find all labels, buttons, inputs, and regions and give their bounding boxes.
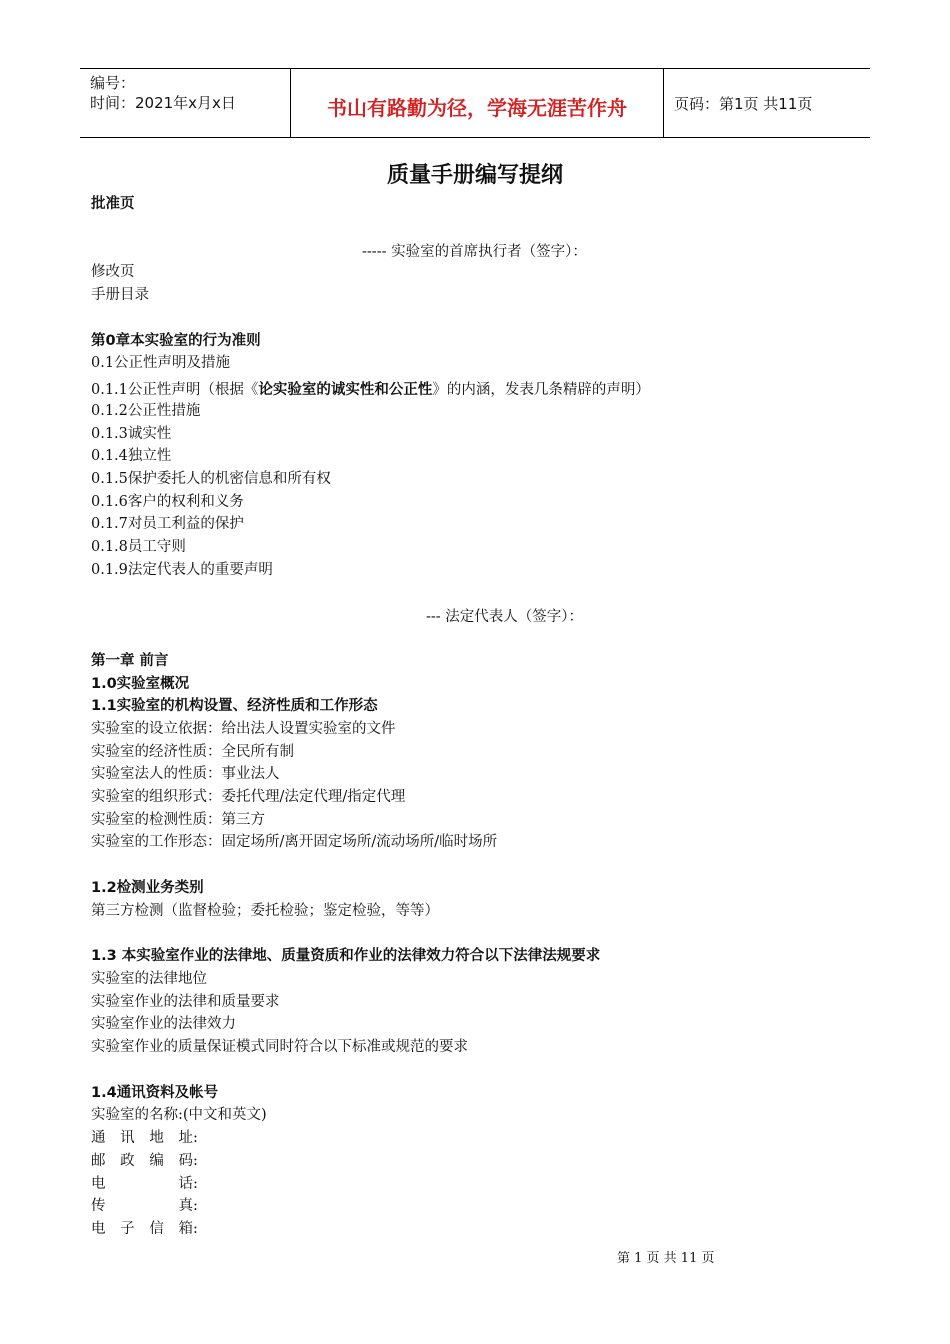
list-item: 0.1.6客户的权利和义务 <box>91 494 244 510</box>
section-1-0: 1.0实验室概况 <box>91 676 190 692</box>
section-1-2: 1.2检测业务类别 <box>91 880 204 896</box>
revision-page: 修改页 <box>91 264 135 280</box>
list-item: 0.1.2公正性措施 <box>91 403 201 419</box>
list-item: 0.1.4独立性 <box>91 448 172 464</box>
list-item: 实验室的组织形式：委托代理/法定代理/指定代理 <box>91 789 406 805</box>
ceo-signature-line: ----- 实验室的首席执行者（签字）： <box>362 244 587 260</box>
list-item: 实验室作业的法律和质量要求 <box>91 994 280 1010</box>
section-1-2-text: 第三方检测（监督检验；委托检验；鉴定检验，等等） <box>91 903 439 919</box>
contact-address: 通讯地址: <box>91 1130 198 1146</box>
contact-postcode: 邮政编码: <box>91 1153 198 1169</box>
list-item: 0.1.5保护委托人的机密信息和所有权 <box>91 471 331 487</box>
list-item: 实验室的检测性质：第三方 <box>91 812 265 828</box>
list-item: 实验室的设立依据：给出法人设置实验室的文件 <box>91 721 396 737</box>
chapter0-heading: 第0章本实验室的行为准则 <box>91 333 261 349</box>
list-item: 实验室法人的性质：事业法人 <box>91 766 280 782</box>
list-item: 实验室作业的质量保证模式同时符合以下标准或规范的要求 <box>91 1039 468 1055</box>
page-footer: 第 1 页 共 11 页 <box>617 1251 715 1266</box>
list-item: 0.1.3诚实性 <box>91 426 172 442</box>
manual-toc: 手册目录 <box>91 287 149 303</box>
list-item: 实验室的法律地位 <box>91 971 207 987</box>
section-1-3: 1.3 本实验室作业的法律地、质量资质和作业的法律效力符合以下法律法规要求 <box>91 948 601 964</box>
section-1-4: 1.4通讯资料及帐号 <box>91 1085 219 1101</box>
lab-name-field: 实验室的名称:(中文和英文) <box>91 1107 267 1123</box>
list-item: 实验室的工作形态：固定场所/离开固定场所/流动场所/临时场所 <box>91 834 498 850</box>
document-title: 质量手册编写提纲 <box>386 163 563 188</box>
header-motto: 书山有路勤为径，学海无涯苦作舟 <box>291 69 664 137</box>
legal-rep-signature-line: --- 法定代表人（签字）： <box>426 609 584 625</box>
contact-email: 电子信箱: <box>91 1221 198 1237</box>
list-item: 0.1.7对员工利益的保护 <box>91 516 244 532</box>
list-item: 实验室的经济性质：全民所有制 <box>91 744 294 760</box>
date-label: 时间：2021年x月x日 <box>90 94 236 112</box>
contact-fax: 传真: <box>91 1198 198 1214</box>
number-label: 编号： <box>90 74 136 92</box>
page-header <box>80 68 870 138</box>
approval-heading: 批准页 <box>91 196 135 212</box>
header-page-info: 页码：第1页 共11页 <box>674 94 813 113</box>
contact-phone: 电话: <box>91 1176 198 1192</box>
section-1-1: 1.1实验室的机构设置、经济性质和工作形态 <box>91 698 378 714</box>
chapter1-heading: 第一章 前言 <box>91 653 169 669</box>
list-item: 实验室作业的法律效力 <box>91 1016 236 1032</box>
section-0-1: 0.1公正性声明及措施 <box>91 355 231 371</box>
header-meta <box>80 69 291 137</box>
list-item: 0.1.9法定代表人的重要声明 <box>91 562 273 578</box>
list-item: 0.1.8员工守则 <box>91 539 186 555</box>
section-0-1-1: 0.1.1公正性声明（根据《论实验室的诚实性和公正性》的内涵，发表几条精辟的声明） <box>91 382 650 398</box>
